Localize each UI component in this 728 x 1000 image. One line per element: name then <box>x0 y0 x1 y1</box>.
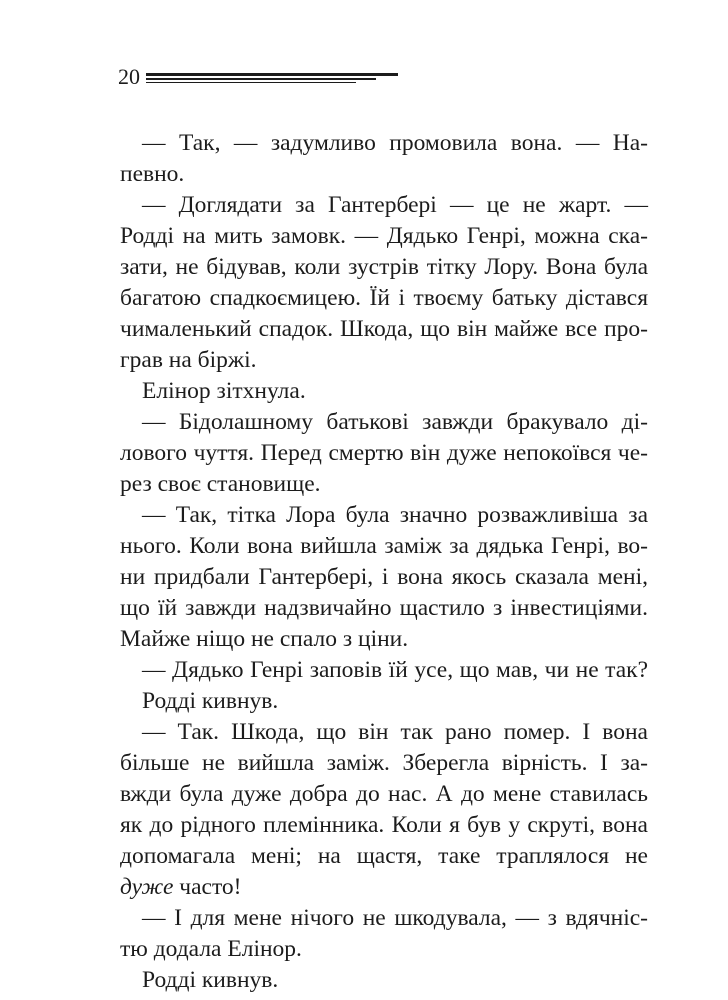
text-line: — Бідолашному батькові завжди бракувало ді- <box>142 409 648 435</box>
text-line: Родді кивнув. <box>142 967 279 993</box>
text-fragment: часто! <box>173 874 242 900</box>
text-line: певно. <box>120 161 185 187</box>
text-line: Майже ніщо не спало з ціни. <box>120 626 409 652</box>
text-line: — Так, тітка Лора була значно розважливіша за <box>142 502 648 528</box>
text-line: більше не вийшла заміж. Зберегла вірність. І за- <box>120 750 648 776</box>
text-line: допомагала мені; на щастя, таке траплялося не <box>120 843 648 869</box>
header-rule <box>146 82 356 83</box>
text-line: тю додала Елінор. <box>120 936 302 962</box>
header-rule <box>146 78 376 80</box>
text-line: Родді на мить замовк. — Дядько Генрі, можна ска- <box>120 223 648 249</box>
text-line: Елінор зітхнула. <box>142 378 306 404</box>
text-line: грав на біржі. <box>120 347 257 373</box>
text-line: лового чуття. Перед смертю він дуже непокоївся че- <box>120 440 648 466</box>
text-line: — Доглядати за Гантербері — це не жарт. — <box>142 192 648 218</box>
emphasis-text: дуже <box>120 874 174 900</box>
text-line: Родді кивнув. <box>142 688 279 714</box>
text-line: чималенький спадок. Шкода, що він майже все про- <box>120 316 648 342</box>
text-line: багатою спадкоємицею. Їй і твоєму батьку дістався <box>120 285 648 311</box>
text-line: — І для мене нічого не шкодувала, — з вдячніс- <box>142 905 648 931</box>
text-line: — Так. Шкода, що він так рано помер. І вона <box>142 719 648 745</box>
text-line: що їй завжди надзвичайно щастило з інвестиціями. <box>120 595 648 621</box>
text-line <box>120 872 648 903</box>
page-header <box>118 62 408 92</box>
text-line: нього. Коли вона вийшла заміж за дядька Генрі, во- <box>120 533 648 559</box>
text-line: ни придбали Гантербері, і вона якось сказала мені, <box>120 564 648 590</box>
body-text <box>120 128 648 996</box>
text-line: вжди була дуже добра до нас. А до мене ставилась <box>120 781 648 807</box>
text-line: рез своє становище. <box>120 471 321 497</box>
text-line: — Так, — задумливо промовила вона. — На- <box>142 130 648 156</box>
text-line: — Дядько Генрі заповів їй усе, що мав, чи не так? <box>142 657 648 683</box>
text-line: як до рідного племінника. Коли я був у скруті, вона <box>120 812 648 838</box>
text-line: зати, не бідував, коли зустрів тітку Лору. Вона була <box>120 254 648 280</box>
header-rule <box>146 73 398 76</box>
page-number: 20 <box>118 64 140 89</box>
